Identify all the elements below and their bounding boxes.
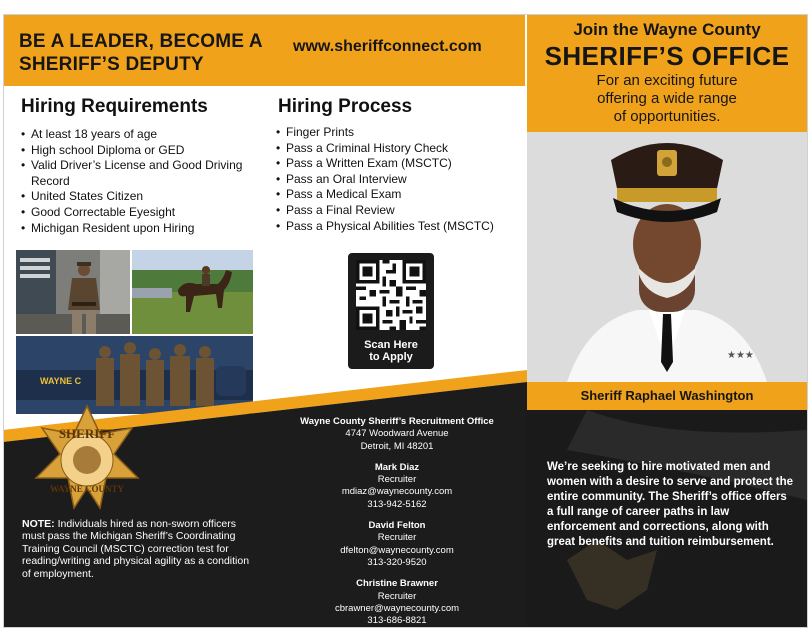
- recruiter-phone[interactable]: 313-320-9520: [367, 556, 427, 568]
- process-list: [276, 125, 520, 234]
- recruitment-contacts: [282, 416, 512, 627]
- sheriff-badge: [24, 404, 150, 512]
- join-sub-line-2: offering a wide range: [597, 90, 737, 107]
- qr-label-line-2: to Apply: [369, 351, 413, 363]
- office-city: Detroit, MI 48201: [360, 440, 434, 452]
- mission-blurb: We’re seeking to hire motivated men and women with a desire to serve and protect the entire community. The Sheriff’s office offers a full range of career paths in law enforcement and corrections, along with great benefits and tuition reimbursement.: [547, 461, 794, 548]
- badge-bottom-text: WAYNE COUNTY: [50, 484, 124, 494]
- join-panel: [527, 14, 807, 132]
- list-item: • Pass a Physical Abilities Test (MSCTC): [276, 219, 520, 235]
- recruiter-name: Mark Diaz: [374, 461, 420, 473]
- vehicle-text: WAYNE C: [40, 376, 82, 386]
- list-item: • Valid Driver’s License and Good Driving Record: [21, 158, 261, 189]
- list-item: • Pass a Criminal History Check: [276, 141, 520, 157]
- recruiter-email[interactable]: mdiaz@waynecounty.com: [341, 486, 453, 498]
- list-item: • At least 18 years of age: [21, 127, 261, 143]
- note-label: NOTE:: [22, 518, 55, 530]
- list-item: • Finger Prints: [276, 125, 520, 141]
- list-item: • United States Citizen: [21, 189, 261, 205]
- requirements-list: [21, 127, 261, 236]
- recruitment-office-name: Wayne County Sheriff’s Recruitment Office: [300, 416, 494, 427]
- list-item: • High school Diploma or GED: [21, 143, 261, 159]
- join-sub-line-1: For an exciting future: [596, 72, 738, 89]
- leader-banner: [3, 14, 525, 86]
- sheriff-portrait: [527, 132, 807, 382]
- join-subheading: [527, 72, 807, 126]
- tagline-line-1: BE A LEADER, BECOME A: [19, 31, 263, 52]
- note-text: Individuals hired as non-sworn officers must pass the Michigan Sheriff’s Coordinating Training Council (MSCTC) correction test for reading/writing and physical agility as a condition of employment.: [22, 518, 250, 580]
- requirements-title: Hiring Requirements: [21, 96, 208, 117]
- tagline: [19, 30, 263, 76]
- list-item: • Pass an Oral Interview: [276, 172, 520, 188]
- recruiter-email[interactable]: dfelton@waynecounty.com: [340, 544, 454, 556]
- qr-label-line-1: Scan Here: [364, 339, 418, 351]
- recruiter-name: David Felton: [368, 520, 426, 532]
- collar-stars-icon: ★★★: [727, 350, 754, 361]
- join-sub-line-3: of opportunities.: [613, 108, 721, 125]
- list-item: • Good Correctable Eyesight: [21, 205, 261, 221]
- badge-top-text: SHERIFF: [58, 426, 116, 441]
- list-item: • Pass a Final Review: [276, 203, 520, 219]
- sheriff-caption: Sheriff Raphael Washington: [580, 388, 754, 403]
- mission-panel: [527, 410, 807, 628]
- office-street: 4747 Woodward Avenue: [345, 428, 449, 440]
- recruiter-role: Recruiter: [377, 532, 417, 544]
- recruiter-name: Christine Brawner: [356, 578, 438, 590]
- recruiter-email[interactable]: cbrawner@waynecounty.com: [334, 602, 460, 614]
- employment-note: [22, 518, 258, 580]
- process-title: Hiring Process: [278, 96, 413, 117]
- list-item: • Michigan Resident upon Hiring: [21, 221, 261, 237]
- recruiter-role: Recruiter: [377, 590, 417, 602]
- list-item: • Pass a Written Exam (MSCTC): [276, 156, 520, 172]
- sheriff-caption-band: [527, 382, 807, 410]
- office-heading: SHERIFF’S OFFICE: [544, 41, 790, 71]
- list-item: • Pass a Medical Exam: [276, 187, 520, 203]
- join-heading: Join the Wayne County: [573, 20, 761, 39]
- website-url: www.sheriffconnect.com: [293, 38, 482, 55]
- recruiter-role: Recruiter: [377, 474, 417, 486]
- recruiter-phone[interactable]: 313-686-8821: [367, 615, 427, 627]
- recruiter-phone[interactable]: 313-942-5162: [367, 498, 427, 510]
- tagline-line-2: SHERIFF’S DEPUTY: [19, 54, 204, 75]
